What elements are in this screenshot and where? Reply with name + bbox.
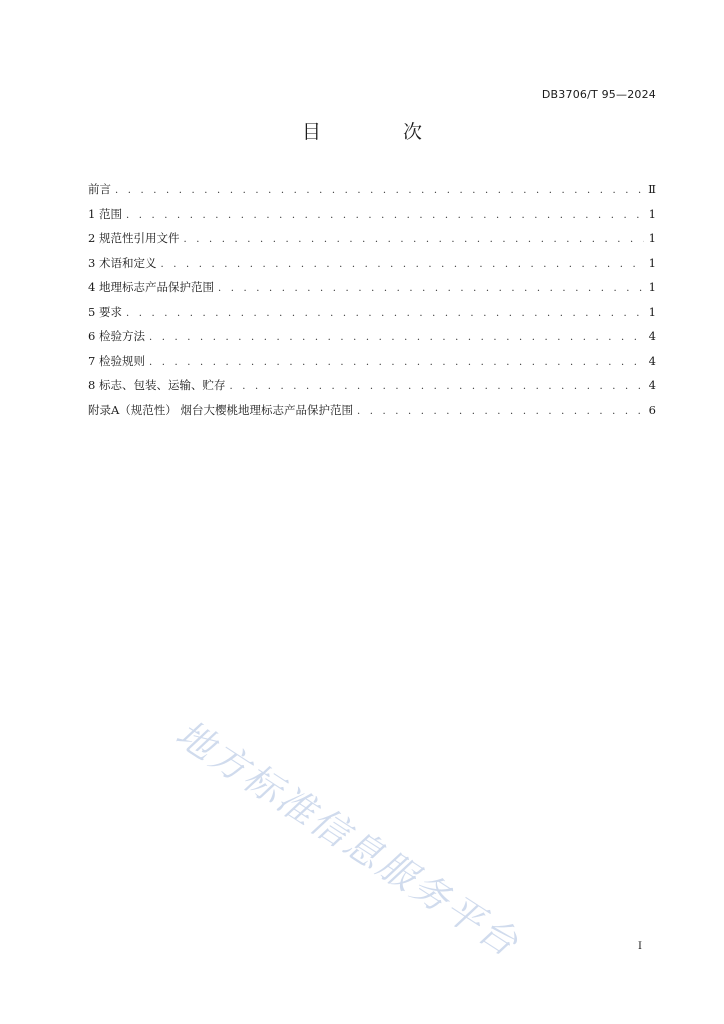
toc-leader-dots [126,210,644,221]
toc-entry-label: 前言 [88,182,111,196]
toc-entry-inspection-rules[interactable] [88,353,656,378]
toc-entry-label: 7 检验规则 [88,353,145,368]
toc-leader-dots [160,259,644,270]
toc-entry-label: 2 规范性引用文件 [88,231,180,245]
toc-entry-page: 4 [648,378,656,392]
watermark-text: 地方标准信息服务平台 [168,711,528,966]
toc-entry-page: 1 [648,280,656,294]
toc-entry-page: 4 [648,353,656,368]
toc-entry-page: 1 [648,255,656,270]
toc-entry-protection-scope[interactable] [88,279,656,304]
toc-entry-page: 1 [648,206,656,221]
toc-entry-page: 6 [648,402,656,417]
toc-entry-label: 5 要求 [88,304,122,319]
toc-entry-label: 4 地理标志产品保护范围 [88,280,214,294]
toc-entry-label: 附录A（规范性） 烟台大樱桃地理标志产品保护范围 [88,402,353,417]
toc-entry-label: 8 标志、包装、运输、贮存 [88,378,226,392]
toc-entry-scope[interactable] [88,206,656,231]
toc-leader-dots [357,406,644,417]
toc-leader-dots [115,185,644,196]
page-number: I [638,941,642,952]
toc-title: 目 次 [301,121,461,143]
toc-entry-annex-a[interactable] [88,402,656,427]
toc-entry-terms-definitions[interactable] [88,255,656,280]
document-code: DB3706/T 95—2024 [541,88,656,101]
toc-leader-dots [183,234,644,245]
toc-entry-marking-packaging[interactable] [88,377,656,402]
toc-leader-dots [149,357,644,368]
table-of-contents [88,181,656,426]
toc-entry-page: Ⅱ [648,182,656,196]
toc-entry-requirements[interactable] [88,304,656,329]
toc-leader-dots [229,381,644,392]
toc-entry-label: 1 范围 [88,206,122,221]
toc-entry-normative-references[interactable] [88,230,656,255]
toc-entry-label: 3 术语和定义 [88,255,157,270]
toc-leader-dots [218,283,644,294]
toc-leader-dots [149,332,644,343]
toc-entry-foreword[interactable] [88,181,656,206]
toc-entry-page: 4 [648,329,656,343]
toc-entry-label: 6 检验方法 [88,329,145,343]
toc-leader-dots [126,308,644,319]
toc-entry-test-methods[interactable] [88,328,656,353]
toc-entry-page: 1 [648,231,656,245]
toc-entry-page: 1 [648,304,656,319]
